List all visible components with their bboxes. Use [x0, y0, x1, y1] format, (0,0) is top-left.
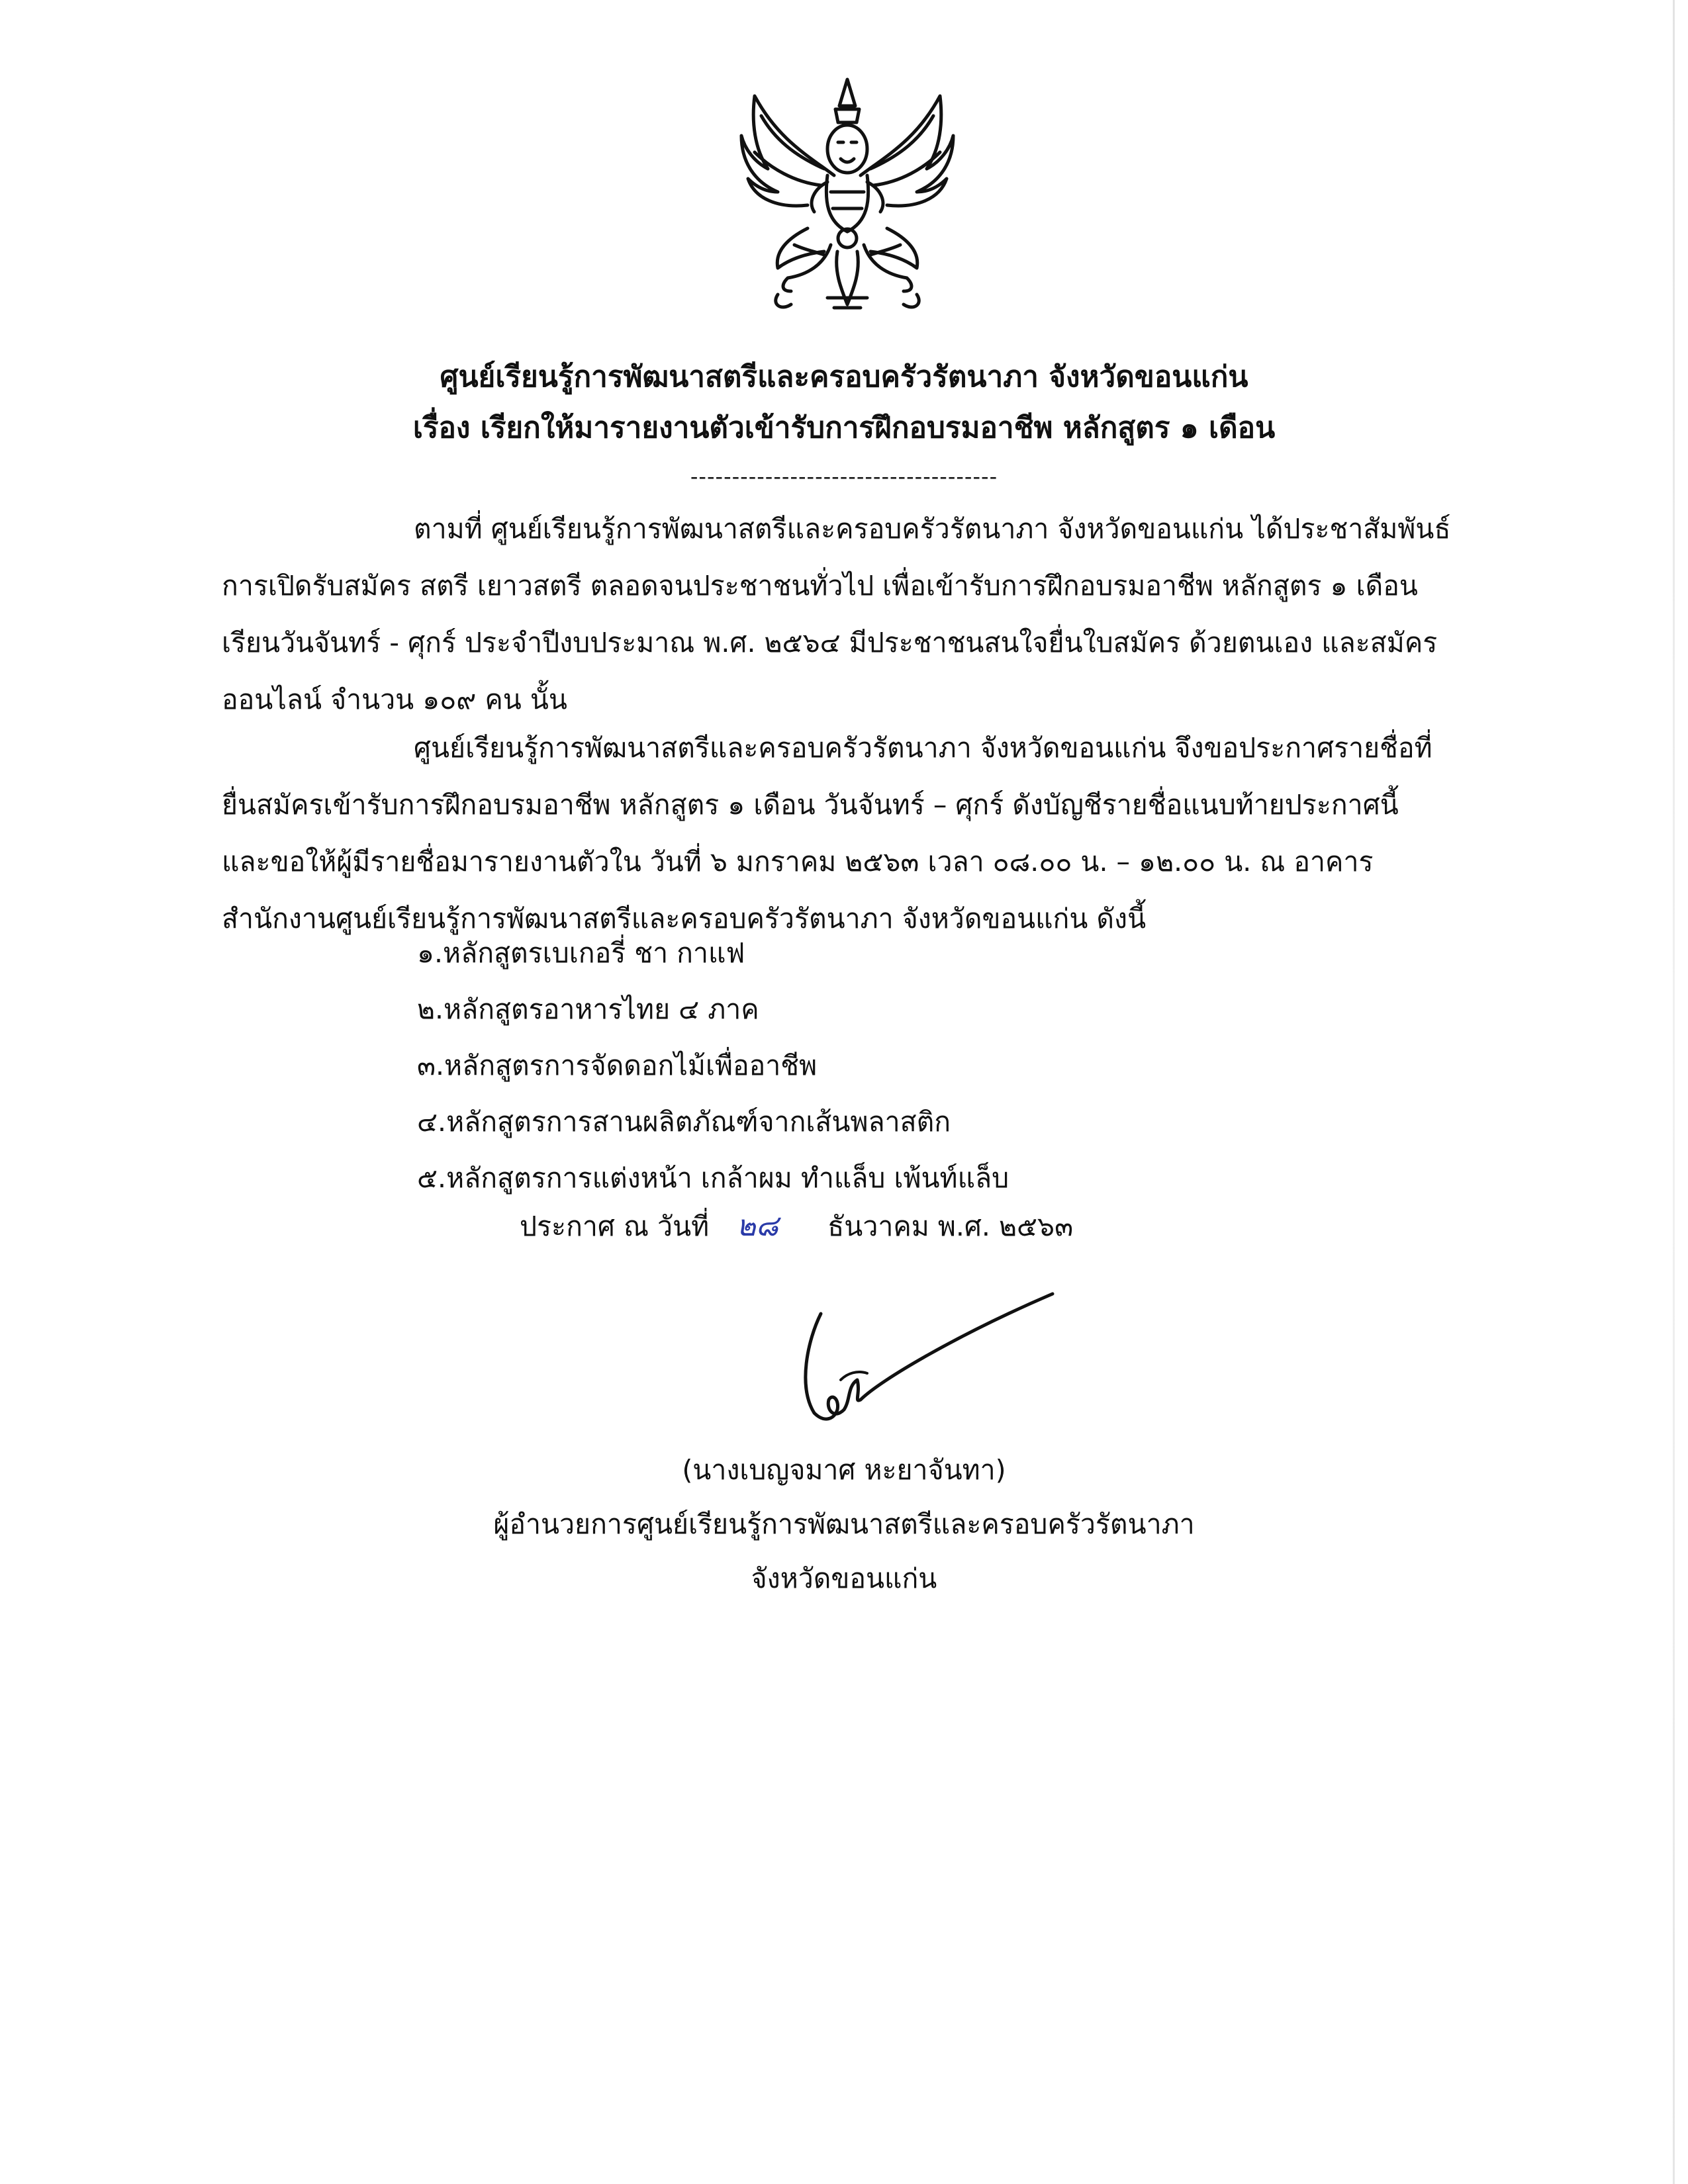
paragraph-line: และขอให้ผู้มีรายชื่อมารายงานตัวใน วันที่ ๖ มกราคม ๒๕๖๓ เวลา ๐๘.๐๐ น. – ๑๒.๐๐ น. ณ อาคาร [222, 846, 1374, 878]
signatory-name: (นางเบญจมาศ หะยาจันทา) [682, 1454, 1006, 1486]
course-item: ๔.หลักสูตรการสานผลิตภัณฑ์จากเส้นพลาสติก [417, 1106, 951, 1138]
subject-line: เรื่อง เรียกให้มารายงานตัวเข้ารับการฝึกอบรมอาชีพ หลักสูตร ๑ เดือน [412, 411, 1276, 445]
divider: ------------------------------------- [690, 464, 998, 489]
garuda-emblem-icon [715, 76, 980, 328]
paragraph-line: ออนไลน์ จำนวน ๑๐๙ คน นั้น [222, 684, 567, 715]
announce-prefix: ประกาศ ณ วันที่ [520, 1210, 710, 1242]
paragraph-line: ยื่นสมัครเข้ารับการฝึกอบรมอาชีพ หลักสูตร ๑ เดือน วันจันทร์ – ศุกร์ ดังบัญชีรายชื่อแนบท้ายประกาศนี้ [222, 789, 1399, 821]
paragraph-line: เรียนวันจันทร์ - ศุกร์ ประจำปีงบประมาณ พ.ศ. ๒๕๖๔ มีประชาชนสนใจยื่นใบสมัคร ด้วยตนเอง และสมัคร [222, 627, 1438, 659]
course-list [417, 925, 1344, 1206]
signatory-province: จังหวัดขอนแก่น [751, 1563, 937, 1594]
paragraph-2 [222, 719, 1473, 947]
course-item: ๒.หลักสูตรอาหารไทย ๔ ภาค [417, 993, 759, 1025]
course-item: ๕.หลักสูตรการแต่งหน้า เกล้าผม ทำแล็บ เพ้นท์แล็บ [417, 1162, 1009, 1194]
paragraph-line: สำนักงานศูนย์เรียนรู้การพัฒนาสตรีและครอบครัวรัตนาภา จังหวัดขอนแก่น ดังนี้ [222, 903, 1147, 934]
paragraph-line: การเปิดรับสมัคร สตรี เยาวสตรี ตลอดจนประชาชนทั่วไป เพื่อเข้ารับการฝึกอบรมอาชีพ หลักสูตร ๑ เดือน [222, 570, 1418, 602]
course-item: ๓.หลักสูตรการจัดดอกไม้เพื่ออาชีพ [417, 1050, 818, 1081]
announce-suffix: ธันวาคม พ.ศ. ๒๕๖๓ [827, 1210, 1074, 1242]
paragraph-line: ศูนย์เรียนรู้การพัฒนาสตรีและครอบครัวรัตนาภา จังหวัดขอนแก่น จึงขอประกาศรายชื่อที่ [414, 732, 1432, 764]
scan-edge [1673, 0, 1675, 2184]
course-item: ๑.หลักสูตรเบเกอรี่ ชา กาแฟ [417, 937, 745, 969]
handwritten-signature [794, 1281, 1059, 1453]
paragraph-1 [222, 500, 1473, 728]
announcement-date [520, 1206, 1073, 1246]
signatory-title: ผู้อำนวยการศูนย์เรียนรู้การพัฒนาสตรีและครอบครัวรัตนาภา [493, 1508, 1195, 1540]
paragraph-line: ตามที่ ศูนย์เรียนรู้การพัฒนาสตรีและครอบครัวรัตนาภา จังหวัดขอนแก่น ได้ประชาสัมพันธ์ [414, 513, 1451, 545]
org-header: ศูนย์เรียนรู้การพัฒนาสตรีและครอบครัวรัตนาภา จังหวัดขอนแก่น [440, 360, 1248, 394]
handwritten-day: ๒๘ [736, 1209, 778, 1243]
